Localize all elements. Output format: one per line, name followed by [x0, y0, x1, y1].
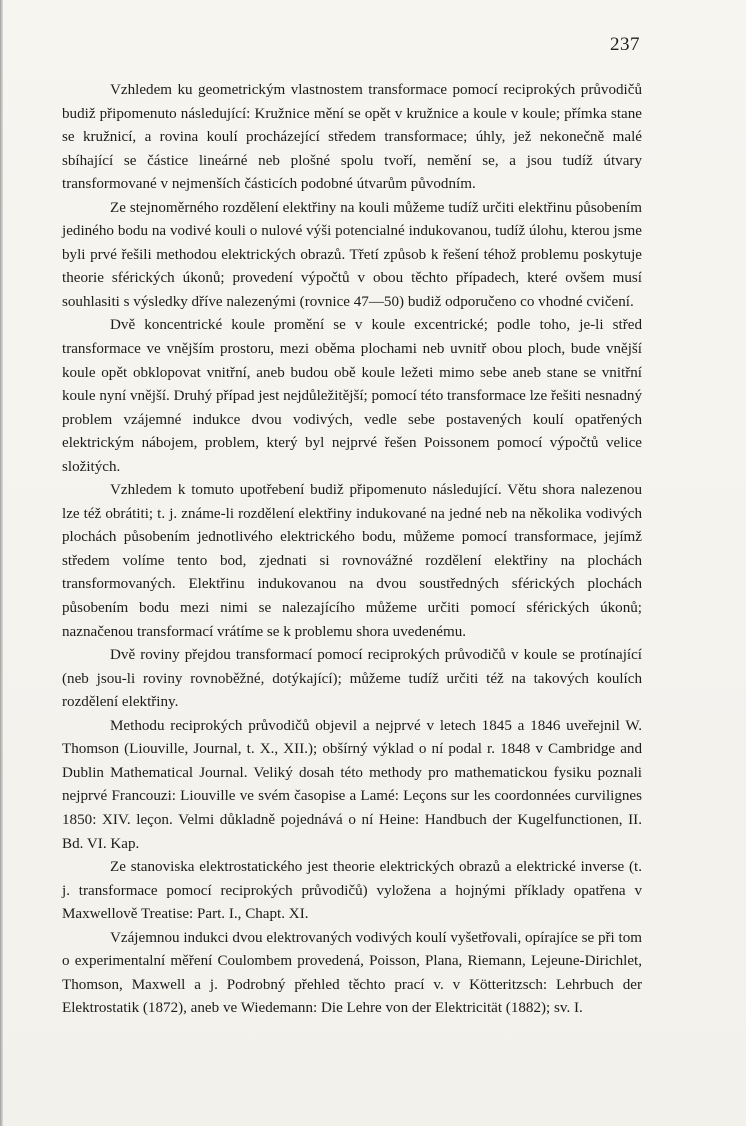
paragraph-3: Dvě koncentrické koule promění se v koule excentrické; podle toho, je-li střed transformace ve vnějším prostoru, mezi oběma plochami neb uvnitř obou ploch, bude vnější koule opět obklopovat vnitřní, aneb budou obě koule ležeti mimo sebe aneb stane se vnitřní koule nyní vnější. Druhý případ jest nejdůležitější; pomocí této transformace lze řešiti nesnadný problem vzájemné indukce dvou vodivých, vedle sebe postavených koulí opatřených elektrickým nábojem, problem, který byl nejprvé řešen Poissonem pomocí výpočtů velice složitých.	[62, 317, 642, 475]
paragraph-5: Dvě roviny přejdou transformací pomocí reciprokých průvodičů v koule se protínající (neb jsou-li roviny rovnoběžné, dotýkající); můžeme tudíž určiti též na takových koulích rozdělení elektřiny.	[62, 647, 642, 711]
paragraph-2: Ze stejnoměrného rozdělení elektřiny na kouli můžeme tudíž určiti elektřinu působením jediného bodu na vodivé kouli o nulové výši potencialné indukovanou, tudíž úlohu, kterou jsme byli prvé řešili methodou elektrických obrazů. Třetí způsob k řešení téhož problemu poskytuje theorie sférických úkonů; provedení výpočtů v obou těchto případech, které ovšem musí souhlasiti s výsledky dříve nalezenými (rovnice 47—50) budiž odporučeno co vhodné cvičení.	[62, 199, 642, 310]
body-text	[62, 79, 642, 1021]
paragraph-4: Vzhledem k tomuto upotřebení budiž připomenuto následující. Větu shora nalezenou lze též obrátiti; t. j. známe-li rozdělení elektřiny indukované na jedné neb na několika vodivých plochách působením jednotlivého elektrického bodu, můžeme pomocí transformace, jejímž středem volíme tento bod, zjednati si rovnovážné rozdělení elektřiny na plochách transformovaných. Elektřinu indukovanou na dvou soustředných sférických plochách působením bodu mezi nimi se nalezajícího můžeme určiti pomocí sférických úkonů; naznačenou transformací vrátíme se k problemu shora uvedenému.	[62, 482, 642, 640]
paragraph-7: Ze stanoviska elektrostatického jest theorie elektrických obrazů a elektrické inverse (t. j. transformace pomocí reciprokých průvodičů) vyložena a hojnými příklady opatřena v Maxwellově Treatise: Part. I., Chapt. XI.	[62, 859, 642, 923]
paragraph-6: Methodu reciprokých průvodičů objevil a nejprvé v letech 1845 a 1846 uveřejnil W. Thomson (Liouville, Journal, t. X., XII.); obšírný výklad o ní podal r. 1848 v Cambridge and Dublin Mathematical Journal. Veliký dosah této methody pro mathematickou fysiku poznali nejprvé Francouzi: Liouville ve svém časopise a Lamé: Leçons sur les coordonnées curvilignes 1850: XIV. leçon. Velmi důkladně pojednává o ní Heine: Handbuch der Kugelfunctionen, II. Bd. VI. Kap.	[62, 717, 642, 852]
book-gutter-edge	[0, 0, 3, 1126]
paragraph-8: Vzájemnou indukci dvou elektrovaných vodivých koulí vyšetřovali, opírajíce se při tom o experimentalní měření Coulombem provedená, Poisson, Plana, Riemann, Lejeune-Dirichlet, Thomson, Maxwell a j. Podrobný přehled těchto prací v. v Kötteritzsch: Lehrbuch der Elektrostatik (1872), aneb ve Wiedemann: Die Lehre von der Elektricität (1882); sv. I.	[62, 929, 642, 1017]
paragraph-1: Vzhledem ku geometrickým vlastnostem transformace pomocí reciprokých průvodičů budiž připomenuto následující: Kružnice mění se opět v kružnice a koule v koule; přímka stane se kružnicí, a rovina koulí procházející středem transformace; úhly, jež nekonečně malé sbíhající se částice lineárné neb plošné spolu tvoří, nemění se, a jsou tudíž útvary transformované v nejmenších částicích podobné útvarům původním.	[62, 82, 642, 193]
page-number: 237	[610, 34, 640, 55]
